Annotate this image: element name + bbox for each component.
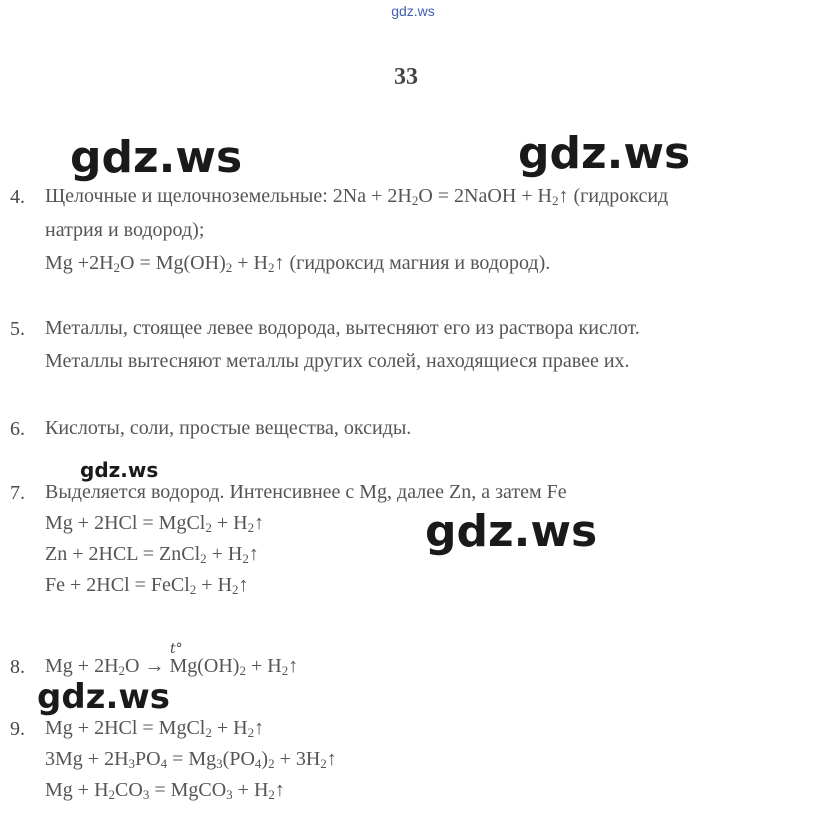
site-header-link[interactable]: gdz.ws bbox=[391, 3, 435, 19]
item-number-6: 6. bbox=[10, 418, 25, 440]
item-number-9: 9. bbox=[10, 718, 25, 740]
item-5-line-2: Металлы вытесняют металлы других солей, находящиеся правее их. bbox=[45, 350, 630, 372]
item-7-line-1: Выделяется водород. Интенсивнее с Mg, далее Zn, а затем Fe bbox=[45, 481, 567, 503]
watermark-bottom-left: gdz.ws bbox=[37, 677, 171, 717]
item-4-line-1: Щелочные и щелочноземельные: $2Na + 2H_2O$ = 2NaOH + $H_2↑$ (гидроксид bbox=[45, 185, 669, 208]
item-number-8: 8. bbox=[10, 656, 25, 678]
item-7-line-3: Zn + 2HCL = ZnCl$_2$ + $H_2↑$ bbox=[45, 543, 259, 566]
watermark-mid-large: gdz.ws bbox=[425, 506, 598, 557]
item-5-line-1: Металлы, стоящее левее водорода, вытесняют его из раствора кислот. bbox=[45, 317, 640, 339]
watermark-mid-small: gdz.ws bbox=[80, 458, 159, 482]
reaction-condition-heat: t° bbox=[170, 641, 183, 657]
page-number: 33 bbox=[394, 64, 418, 90]
watermark-top-left: gdz.ws bbox=[70, 132, 243, 183]
item-6-line-1: Кислоты, соли, простые вещества, оксиды. bbox=[45, 417, 412, 439]
item-9-line-3: $Mg + H_2CO_3$ = MgCO$_3$ + $H_2↑$ bbox=[45, 779, 285, 802]
item-4-line-3: $Mg +2H_2O = Mg(OH)_2$ + $H_2↑$ (гидроксид магния и водород). bbox=[45, 252, 551, 275]
item-8-line-1: $Mg + 2H_2O \to Mg(OH)_2$ + $H_2↑$ bbox=[45, 655, 299, 678]
item-9-line-2: $3Mg + 2H_3PO_4 = Mg_3(PO_4)_2$ + $3H_2↑$ bbox=[45, 748, 337, 771]
item-7-line-4: Fe + 2HCl = FeCl$_2$ + $H_2↑$ bbox=[45, 574, 249, 597]
item-number-7: 7. bbox=[10, 482, 25, 504]
item-7-line-2: Mg + 2HCl = MgCl$_2$ + $H_2↑$ bbox=[45, 512, 265, 535]
watermark-top-right: gdz.ws bbox=[518, 128, 691, 179]
item-9-line-1: Mg + 2HCl = MgCl$_2$ + $H_2↑$ bbox=[45, 717, 265, 740]
item-number-5: 5. bbox=[10, 318, 25, 340]
item-4-line-2: натрия и водород); bbox=[45, 219, 205, 241]
item-number-4: 4. bbox=[10, 186, 25, 208]
